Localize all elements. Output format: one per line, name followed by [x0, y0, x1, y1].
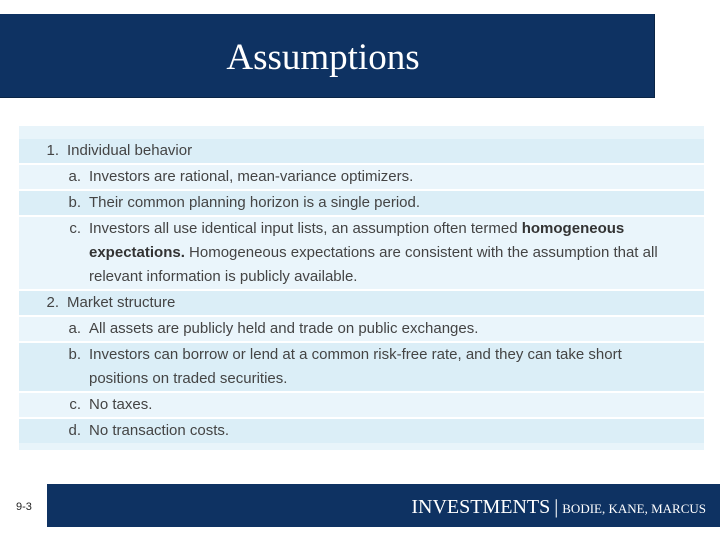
row-text: No transaction costs.: [89, 422, 230, 439]
row-text: All assets are publicly held and trade on public exchanges.: [89, 320, 479, 337]
footer-book-title: INVESTMENTS: [411, 496, 551, 518]
slide-title: Assumptions: [226, 37, 420, 78]
table-row: [19, 139, 704, 163]
row-marker: a.: [68, 320, 81, 337]
table-row: [19, 189, 704, 215]
table-row: [19, 289, 704, 315]
row-text: Investors can borrow or lend at a common risk-free rate, and they can take short positions on traded securities.: [89, 346, 622, 387]
assumptions-table: [19, 126, 704, 450]
page-number: 9-3: [16, 501, 32, 513]
table-row: [19, 163, 704, 189]
row-marker: c.: [69, 396, 81, 413]
row-text-bold: homogeneous expectations.: [89, 220, 625, 261]
row-text: Individual behavior: [67, 142, 193, 159]
footer-credit: [411, 496, 706, 519]
table-row: [19, 215, 704, 289]
row-marker: b.: [68, 194, 81, 211]
row-marker: b.: [68, 346, 81, 363]
row-text: [89, 220, 658, 285]
row-marker: 2.: [46, 294, 59, 311]
title-bar: [0, 14, 655, 98]
row-marker: a.: [68, 168, 81, 185]
row-marker: 1.: [46, 142, 59, 159]
row-marker: c.: [69, 220, 81, 237]
footer-separator: |: [554, 496, 559, 518]
row-text: Investors are rational, mean-variance optimizers.: [89, 168, 414, 185]
table-row: [19, 315, 704, 341]
row-text-before: Investors all use identical input lists, an assumption often termed: [89, 220, 522, 237]
row-text: Their common planning horizon is a single period.: [89, 194, 421, 211]
table-row: [19, 341, 704, 391]
footer-bar: [47, 484, 720, 527]
row-marker: d.: [68, 422, 81, 439]
row-text: No taxes.: [89, 396, 153, 413]
row-text-after: Homogeneous expectations are consistent with the assumption that all relevant information is publicly available.: [89, 244, 658, 285]
row-text: Market structure: [67, 294, 176, 311]
table-row: [19, 417, 704, 443]
table-row: [19, 391, 704, 417]
footer-authors: BODIE, KANE, MARCUS: [562, 501, 706, 516]
